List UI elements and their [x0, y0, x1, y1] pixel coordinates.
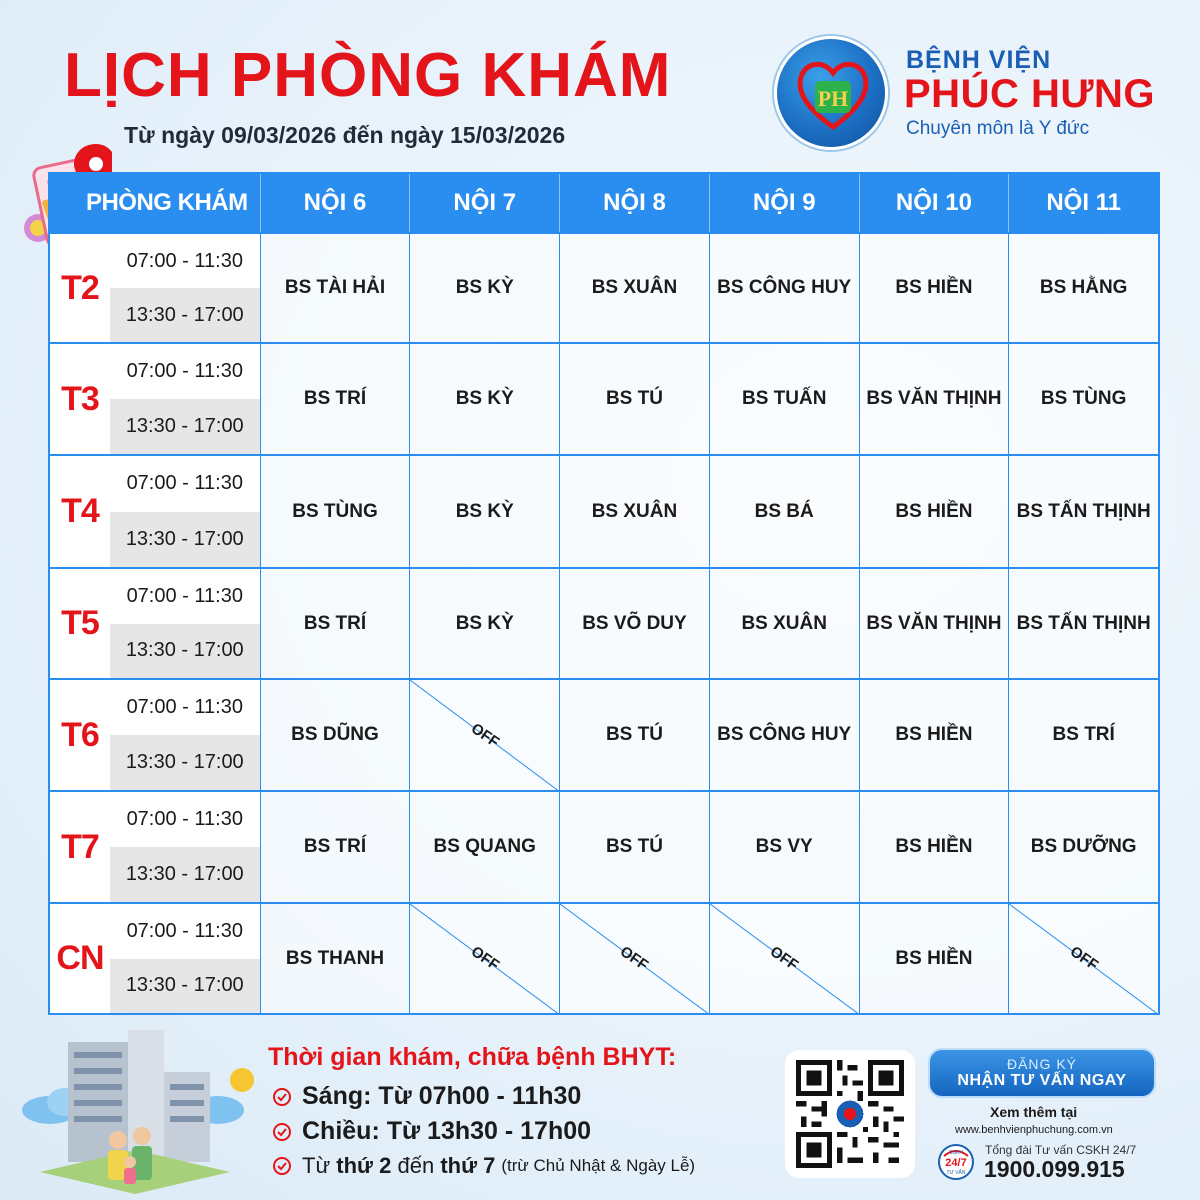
afternoon-slot: 13:30 - 17:00: [110, 399, 260, 454]
table-body: [50, 232, 1158, 1013]
bhyt-title: Thời gian khám, chữa bệnh BHYT:: [268, 1043, 677, 1071]
day-label: T2: [50, 234, 110, 342]
table-row: [50, 454, 1158, 567]
doctor-cell: BS THANH: [260, 904, 410, 1013]
page-title: LỊCH PHÒNG KHÁM: [64, 41, 672, 110]
doctor-cell: BS HIỀN: [859, 234, 1009, 342]
time-slots: [110, 234, 260, 342]
doctor-cell: BS TRÍ: [260, 569, 410, 678]
time-slots: [110, 344, 260, 454]
doctor-cell: BS TRÍ: [1008, 680, 1158, 790]
afternoon-slot: 13:30 - 17:00: [110, 624, 260, 679]
hotline-24-7-icon: [934, 1142, 978, 1182]
doctor-cell: BS TRÍ: [260, 792, 410, 902]
afternoon-slot: 13:30 - 17:00: [110, 288, 260, 342]
table-row: [50, 567, 1158, 678]
bhyt-morning-text: Sáng: Từ 07h00 - 11h30: [302, 1082, 582, 1110]
heart-logo-icon: [795, 57, 871, 133]
off-cell: [409, 904, 559, 1013]
afternoon-slot: 13:30 - 17:00: [110, 847, 260, 902]
room-header: NỘI 10: [859, 174, 1009, 232]
doctor-cell: BS XUÂN: [559, 456, 709, 567]
day-label: T3: [50, 344, 110, 454]
day-label: T4: [50, 456, 110, 567]
doctor-cell: BS DŨNG: [260, 680, 410, 790]
hospital-building-illustration: [10, 1022, 260, 1200]
doctor-cell: BS CÔNG HUY: [709, 234, 859, 342]
time-slots: [110, 904, 260, 1013]
off-cell: [1008, 904, 1158, 1013]
doctor-cell: BS QUANG: [409, 792, 559, 902]
doctor-cell: BS TÀI HẢI: [260, 234, 410, 342]
schedule-table: [48, 172, 1160, 1015]
doctor-cell: BS KỲ: [409, 344, 559, 454]
doctor-cell: BS XUÂN: [709, 569, 859, 678]
morning-slot: 07:00 - 11:30: [110, 792, 260, 847]
doctor-cell: BS HIỀN: [859, 456, 1009, 567]
room-header: NỘI 6: [260, 174, 410, 232]
doctor-cell: BS DƯỠNG: [1008, 792, 1158, 902]
doctor-cell: BS CÔNG HUY: [709, 680, 859, 790]
off-label: OFF: [767, 942, 802, 975]
brand-line1: BỆNH VIỆN: [906, 46, 1052, 74]
doctor-cell: BS TÚ: [559, 680, 709, 790]
brand-slogan: Chuyên môn là Y đức: [906, 118, 1090, 139]
check-circle-icon: [272, 1087, 292, 1107]
bhyt-afternoon-text: Chiều: Từ 13h30 - 17h00: [302, 1117, 592, 1145]
days-mid: đến: [397, 1153, 435, 1178]
morning-slot: 07:00 - 11:30: [110, 569, 260, 624]
time-slots: [110, 680, 260, 790]
room-header: NỘI 9: [709, 174, 859, 232]
room-header: NỘI 8: [559, 174, 709, 232]
doctor-cell: BS TÚ: [559, 792, 709, 902]
hotline-number[interactable]: 1900.099.915: [984, 1156, 1125, 1182]
time-slots: [110, 569, 260, 678]
table-row: [50, 902, 1158, 1013]
website-link[interactable]: www.benhvienphuchung.com.vn: [955, 1124, 1113, 1136]
room-header: NỘI 11: [1008, 174, 1158, 232]
afternoon-slot: 13:30 - 17:00: [110, 959, 260, 1014]
doctor-cell: BS HIỀN: [859, 680, 1009, 790]
room-header: NỘI 7: [409, 174, 559, 232]
doctor-cell: BS TÙNG: [260, 456, 410, 567]
morning-slot: 07:00 - 11:30: [110, 344, 260, 399]
doctor-cell: BS TẤN THỊNH: [1008, 569, 1158, 678]
doctor-cell: BS VÕ DUY: [559, 569, 709, 678]
table-row: [50, 790, 1158, 902]
doctor-cell: BS BÁ: [709, 456, 859, 567]
register-line1: ĐĂNG KÝ: [1006, 1056, 1077, 1072]
check-circle-icon: [272, 1156, 292, 1176]
day-label: T5: [50, 569, 110, 678]
doctor-cell: BS XUÂN: [559, 234, 709, 342]
off-cell: [709, 904, 859, 1013]
off-cell: [559, 904, 709, 1013]
doctor-cell: BS HIỀN: [859, 792, 1009, 902]
check-circle-icon: [272, 1122, 292, 1142]
badge-sub: TƯ VẤN: [946, 1170, 966, 1176]
badge-top: CSKH: [949, 1150, 963, 1156]
logo-letters: PH: [817, 86, 849, 111]
doctor-cell: BS KỲ: [409, 569, 559, 678]
bhyt-days: [272, 1153, 695, 1179]
doctor-cell: BS HẰNG: [1008, 234, 1158, 342]
doctor-cell: BS KỲ: [409, 456, 559, 567]
day-label: CN: [50, 904, 110, 1013]
doctor-cell: BS TRÍ: [260, 344, 410, 454]
off-cell: [409, 680, 559, 790]
doctor-cell: BS VĂN THỊNH: [859, 344, 1009, 454]
doctor-cell: BS VĂN THỊNH: [859, 569, 1009, 678]
doctor-cell: BS HIỀN: [859, 904, 1009, 1013]
off-label: OFF: [467, 719, 502, 751]
date-range: Từ ngày 09/03/2026 đến ngày 15/03/2026: [124, 122, 566, 148]
register-consult-button[interactable]: [928, 1048, 1156, 1098]
brand-name: PHÚC HƯNG: [904, 72, 1156, 116]
bhyt-afternoon: [272, 1117, 591, 1146]
doctor-cell: BS VY: [709, 792, 859, 902]
time-slots: [110, 792, 260, 902]
time-slots: [110, 456, 260, 567]
register-line2: NHẬN TƯ VẤN NGAY: [957, 1072, 1127, 1089]
see-more-label: Xem thêm tại: [990, 1104, 1078, 1120]
day-label: T7: [50, 792, 110, 902]
doctor-cell: BS TÙNG: [1008, 344, 1158, 454]
badge-24-7: 24/7: [945, 1157, 967, 1169]
off-label: OFF: [467, 942, 502, 975]
morning-slot: 07:00 - 11:30: [110, 904, 260, 959]
qr-code-icon: [795, 1060, 905, 1168]
afternoon-slot: 13:30 - 17:00: [110, 512, 260, 568]
morning-slot: 07:00 - 11:30: [110, 680, 260, 735]
hospital-logo: [774, 36, 888, 150]
qr-code[interactable]: [785, 1050, 915, 1178]
table-row: [50, 678, 1158, 790]
table-row: [50, 232, 1158, 342]
doctor-cell: BS TUẤN: [709, 344, 859, 454]
days-to: thứ 7: [440, 1153, 496, 1178]
afternoon-slot: 13:30 - 17:00: [110, 735, 260, 790]
off-label: OFF: [1066, 942, 1101, 975]
table-row: [50, 342, 1158, 454]
hotline-label: Tổng đài Tư vấn CSKH 24/7: [985, 1143, 1137, 1157]
days-prefix: Từ: [302, 1153, 331, 1178]
day-label: T6: [50, 680, 110, 790]
morning-slot: 07:00 - 11:30: [110, 234, 260, 288]
bhyt-morning: [272, 1082, 581, 1111]
doctor-cell: BS TẤN THỊNH: [1008, 456, 1158, 567]
off-label: OFF: [617, 942, 652, 975]
days-note: (trừ Chủ Nhật & Ngày Lễ): [501, 1156, 696, 1175]
table-header-row: [50, 174, 1158, 232]
morning-slot: 07:00 - 11:30: [110, 456, 260, 512]
corner-header: PHÒNG KHÁM: [85, 189, 248, 216]
doctor-cell: BS KỲ: [409, 234, 559, 342]
days-from: thứ 2: [336, 1153, 392, 1178]
doctor-cell: BS TÚ: [559, 344, 709, 454]
